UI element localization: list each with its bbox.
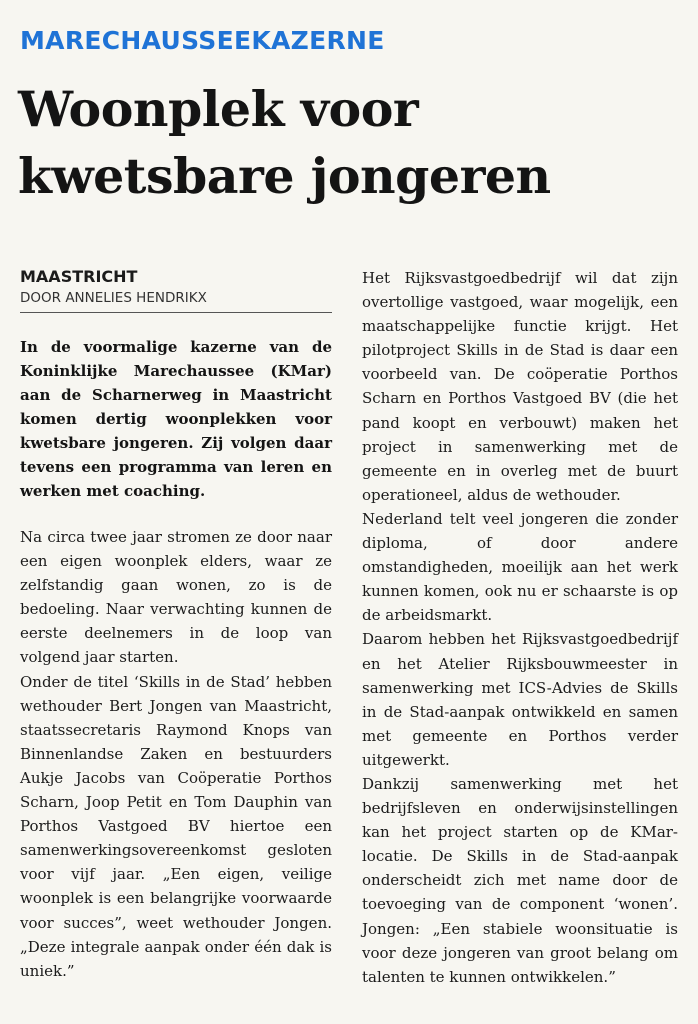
article-column-left [20,266,332,983]
headline-line-1: Woonplek voor [18,80,419,138]
body-paragraph: Onder de titel ‘Skills in de Stad’ hebben wethouder Bert Jongen van Maastricht, staatssecretaris Raymond Knops van Binnenlandse Zaken en bestuurders Aukje Jacobs van Coöperatie Porthos Scharn, Joop Petit en Tom Dauphin van Porthos Vastgoed BV hiertoe een samenwerkingsovereenkomst gesloten voor vijf jaar. „Een eigen, veilige woonplek is een belangrijke voorwaarde voor succes”, weet wethouder Jongen. „Deze integrale aanpak onder één dak is uniek.” [20,672,332,980]
article-column-right [362,266,678,989]
body-paragraph: Na circa twee jaar stromen ze door naar een eigen woonplek elders, waar ze zelfstandig gaan wonen, zo is de bedoeling. Naar verwachting kunnen de eerste deelnemers in de loop van volgend jaar starten. [20,528,332,667]
byline: DOOR ANNELIES HENDRIKX [20,288,332,313]
lead-paragraph: In de voormalige kazerne van de Koninklijke Marechaussee (KMar) aan de Scharnerweg in Maastricht komen dertig woonplekken voor kwetsbare jongeren. Zij volgen daar tevens een programma van leren en werken met coaching. [20,338,332,500]
dateline: MAASTRICHT [20,267,138,286]
body-paragraph: Het Rijksvastgoedbedrijf wil dat zijn overtollige vastgoed, waar mogelijk, een maatschappelijke functie krijgt. Het pilotproject Skills in de Stad is daar een voorbeeld van. De coöperatie Porthos Scharn en Porthos Vastgoed BV (die het pand koopt en verbouwt) maken het project in samenwerking met de gemeente en in overleg met de buurt operationeel, aldus de wethouder. [362,269,678,504]
body-paragraph: Daarom hebben het Rijksvastgoedbedrijf en het Atelier Rijksbouwmeester in samenwerking met ICS-Advies de Skills in de Stad-aanpak ontwikkeld en samen met gemeente en Porthos verder uitgewerkt. [362,630,678,769]
section-kicker: MARECHAUSSEEKAZERNE [20,26,385,55]
body-paragraph: Nederland telt veel jongeren die zonder diploma, of door andere omstandigheden, moeilijk aan het werk kunnen komen, ook nu er schaarste is op de arbeidsmarkt. [362,509,678,625]
headline [18,76,688,210]
body-paragraph: Dankzij samenwerking met het bedrijfsleven en onderwijsinstellingen kan het project starten op de KMar-locatie. De Skills in de Stad-aanpak onderscheidt zich met name door de toevoeging van de component ‘wonen’. Jongen: „Een stabiele woonsituatie is voor deze jongeren van groot belang om talenten te kunnen ontwikkelen.” [362,774,678,986]
headline-line-2: kwetsbare jongeren [18,147,551,205]
